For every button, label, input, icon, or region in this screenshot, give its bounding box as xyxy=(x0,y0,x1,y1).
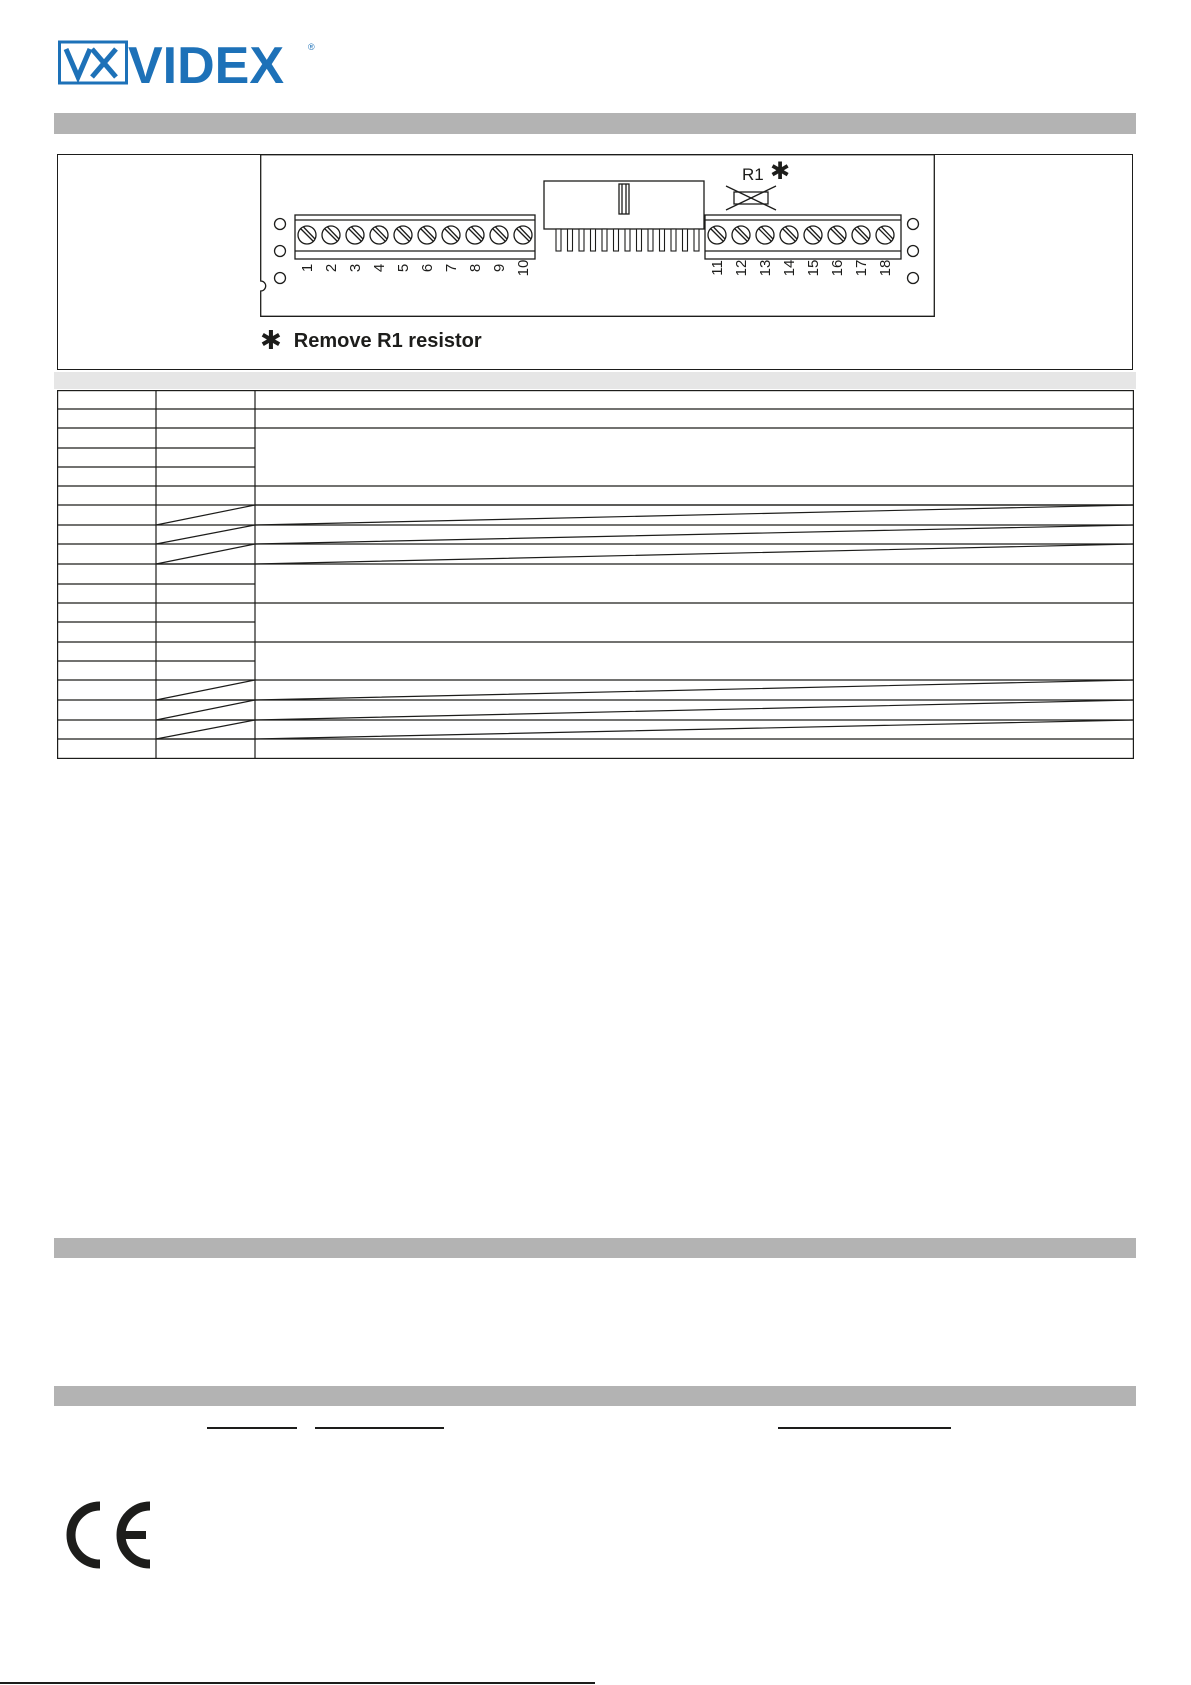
connector-pin xyxy=(671,229,676,251)
terminal-label: 9 xyxy=(491,263,508,273)
connector-pin xyxy=(579,229,584,251)
remove-r1-note xyxy=(260,328,482,354)
terminal-label: 5 xyxy=(395,263,412,273)
terminal-label: 2 xyxy=(323,263,340,273)
terminal-screw xyxy=(514,226,532,244)
terminal-screw xyxy=(780,226,798,244)
terminal-screw xyxy=(370,226,388,244)
blank-field-2 xyxy=(315,1427,444,1429)
blank-field-3 xyxy=(778,1427,951,1429)
terminal-screw xyxy=(322,226,340,244)
connector-pin xyxy=(637,229,642,251)
terminal-screw xyxy=(298,226,316,244)
connector-pin xyxy=(648,229,653,251)
terminal-label: 13 xyxy=(757,259,774,277)
connector-pin xyxy=(660,229,665,251)
connector-pin xyxy=(614,229,619,251)
terminal-label: 6 xyxy=(419,263,436,273)
terminal-screw xyxy=(828,226,846,244)
connector-pin xyxy=(602,229,607,251)
videx-logo xyxy=(58,38,318,90)
terminal-screw xyxy=(804,226,822,244)
blank-field-1 xyxy=(207,1427,297,1429)
terminal-label: 14 xyxy=(781,259,798,277)
terminal-screw xyxy=(466,226,484,244)
terminal-table xyxy=(57,390,1134,759)
terminal-screw xyxy=(708,226,726,244)
footer-rule xyxy=(0,1682,595,1684)
terminal-label: 16 xyxy=(829,259,846,277)
terminal-screw xyxy=(418,226,436,244)
table-header-band xyxy=(54,372,1136,389)
terminal-label: 18 xyxy=(877,259,894,277)
connector-pin xyxy=(694,229,699,251)
pcb-diagram xyxy=(260,154,935,317)
resistor-asterisk: ✱ xyxy=(770,157,791,185)
terminal-screw xyxy=(732,226,750,244)
terminal-screw xyxy=(394,226,412,244)
terminal-screw xyxy=(876,226,894,244)
note-asterisk: ✱ xyxy=(260,326,282,356)
terminal-screw xyxy=(442,226,460,244)
section-bar-top xyxy=(54,113,1136,134)
terminal-label: 3 xyxy=(347,263,364,273)
terminal-label: 8 xyxy=(467,263,484,273)
terminal-label: 1 xyxy=(299,263,316,273)
terminal-screw xyxy=(490,226,508,244)
terminal-label: 10 xyxy=(515,259,532,277)
section-bar-bottom xyxy=(54,1386,1136,1406)
connector-pin xyxy=(683,229,688,251)
note-text: Remove R1 resistor xyxy=(293,329,482,352)
brand-name: VIDEX xyxy=(128,38,285,90)
resistor-label: R1 xyxy=(742,165,764,184)
terminal-label: 7 xyxy=(443,263,460,273)
terminal-label: 17 xyxy=(853,259,870,277)
connector-pin xyxy=(591,229,596,251)
terminal-screw xyxy=(346,226,364,244)
connector-pin xyxy=(625,229,630,251)
terminal-label: 11 xyxy=(709,260,726,276)
terminal-screw xyxy=(756,226,774,244)
terminal-label: 12 xyxy=(733,259,750,277)
terminal-label: 4 xyxy=(371,263,388,273)
section-bar-middle xyxy=(54,1238,1136,1258)
registered-mark: ® xyxy=(308,42,315,52)
terminal-label: 15 xyxy=(805,259,822,277)
connector-pin xyxy=(568,229,573,251)
connector-pin xyxy=(556,229,561,251)
ce-mark xyxy=(66,1500,158,1570)
terminal-screw xyxy=(852,226,870,244)
